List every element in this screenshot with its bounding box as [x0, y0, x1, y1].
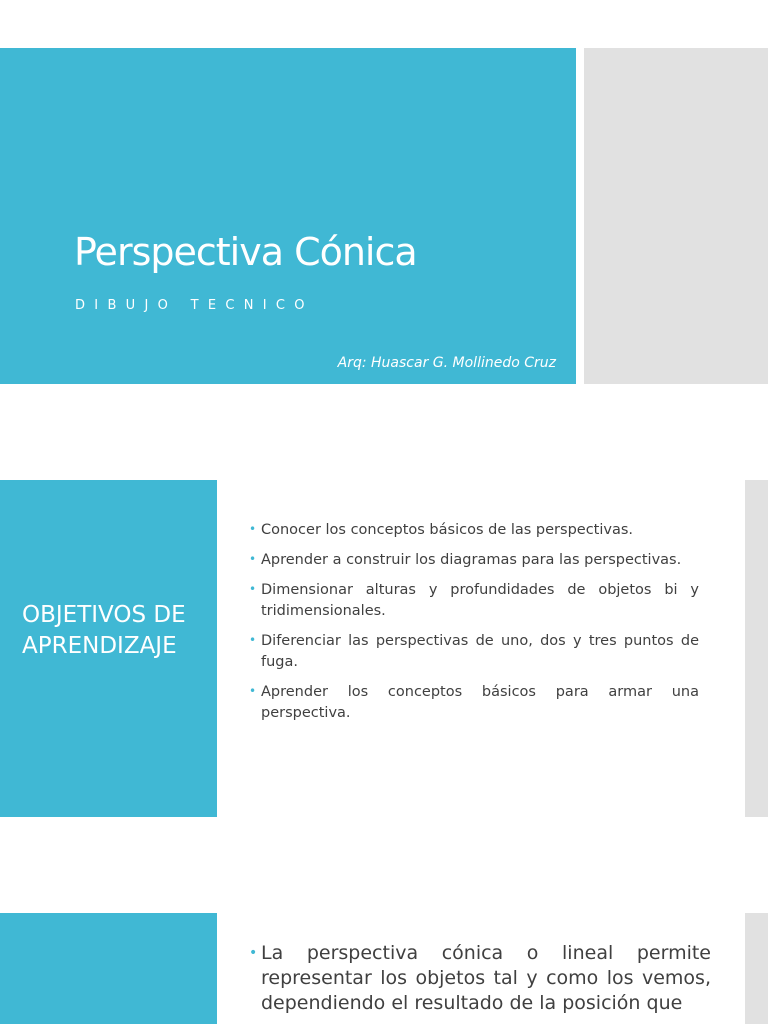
list-item: • Dimensionar alturas y profundidades de objetos bi y tridimensionales. — [249, 580, 699, 622]
objectives-list — [249, 520, 699, 733]
slide-subtitle: DIBUJO TECNICO — [75, 298, 314, 313]
definition-slide-side-panel — [745, 913, 768, 1024]
objectives-slide-side-panel — [745, 480, 768, 817]
list-item: • Aprender a construir los diagramas para las perspectivas. — [249, 550, 699, 571]
list-item: • Diferenciar las perspectivas de uno, dos y tres puntos de fuga. — [249, 631, 699, 673]
definition-slide-panel — [0, 913, 217, 1024]
slide-author: Arq: Huascar G. Mollinedo Cruz — [337, 355, 556, 371]
slide-title: Perspectiva Cónica — [74, 230, 417, 274]
title-slide-panel — [0, 48, 576, 384]
definition-text: • La perspectiva cónica o lineal permite representar los objetos tal y como los vemos, dependiendo el resultado de la posición que — [249, 941, 711, 1016]
list-item: • Aprender los conceptos básicos para armar una perspectiva. — [249, 682, 699, 724]
list-item: • Conocer los conceptos básicos de las perspectivas. — [249, 520, 699, 541]
title-slide-side-panel — [584, 48, 768, 384]
objectives-heading: OBJETIVOS DE APRENDIZAJE — [22, 602, 186, 659]
